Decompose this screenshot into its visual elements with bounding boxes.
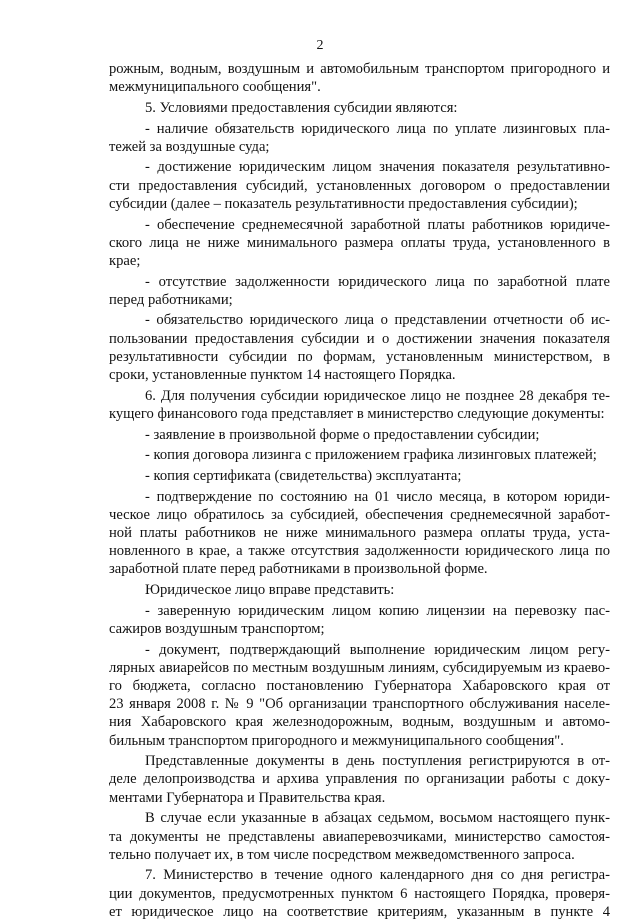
text-line: рожным, водным, воздушным и автомобильным транспортом пригородного и — [109, 61, 610, 77]
text-line: ет юридическое лицо на соответствие критериям, указанным в пункте 4 — [109, 903, 610, 920]
text-line: - обязательство юридического лица о представлении отчетности об ис- — [145, 312, 610, 329]
text-line: новленного в крае, а также отсутствия задолженности юридического лица по — [109, 543, 610, 560]
text-line: ского лица не ниже минимального размера оплаты труда, установленного в — [109, 234, 610, 251]
text-line: - копия договора лизинга с приложением графика лизинговых платежей; — [145, 447, 597, 464]
text-line: сти предоставления субсидий, установленных договором о предоставлении — [109, 177, 610, 194]
text-line: субсидии (далее – показатель результативности предоставления субсидии); — [109, 195, 578, 212]
text-line: перед работниками; — [109, 291, 233, 308]
document-body — [109, 60, 610, 921]
text-line: Представленные документы в день поступления регистрируются в от- — [145, 753, 610, 770]
text-line: деле делопроизводства и архива управления по организации работы с доку- — [109, 771, 610, 788]
text-line: кущего финансового года представляет в министерство следующие документы: — [109, 405, 605, 422]
text-line: крае; — [109, 252, 141, 269]
text-line: - копия сертификата (свидетельства) эксплуатанта; — [145, 467, 462, 484]
text-line: сроки, установленные пунктом 14 настоящего Порядка. — [109, 367, 456, 383]
text-line: бильным транспортом пригородного и межмуниципального сообщения". — [109, 732, 564, 749]
text-line: та документы не представлены авиаперевозчиками, министерство самостоя- — [109, 828, 610, 845]
text-line: заработной плате перед работниками в произвольной форме. — [109, 561, 488, 578]
text-line: - отсутствие задолженности юридического лица по заработной плате — [145, 273, 610, 290]
text-line: лярных авиарейсов по местным воздушным линиям, субсидируемым из краево- — [109, 659, 610, 676]
text-line: - документ, подтверждающий выполнение юридическим лицом регу- — [145, 641, 610, 658]
text-line: - подтверждение по состоянию на 01 число месяца, в котором юриди- — [145, 488, 610, 505]
text-line: пользовании предоставления субсидии и о достижении значения показателя — [109, 330, 610, 347]
text-line: го бюджета, согласно постановлению Губернатора Хабаровского края от — [109, 678, 610, 694]
text-line: ции документов, предусмотренных пунктом 6 настоящего Порядка, проверя- — [109, 885, 610, 902]
text-line: Юридическое лицо вправе представить: — [145, 582, 395, 599]
text-line: результативности субсидии по формам, установленным министерством, в — [109, 348, 610, 365]
text-line: тельно получает их, в том числе посредством межведомственного запроса. — [109, 846, 575, 863]
text-line: ментами Губернатора и Правительства края. — [109, 789, 386, 806]
text-line: 6. Для получения субсидии юридическое лицо не позднее 28 декабря те- — [145, 387, 610, 404]
text-line: - заверенную юридическим лицом копию лицензии на перевозку пас- — [145, 602, 610, 619]
text-line: - достижение юридическим лицом значения показателя результативно- — [145, 159, 610, 176]
text-line: - обеспечение среднемесячной заработной платы работников юридиче- — [145, 216, 610, 233]
text-line: 23 января 2008 г. № 9 "Об организации транспортного обслуживания населе- — [109, 696, 610, 713]
text-line: В случае если указанные в абзацах седьмом, восьмом настоящего пунк- — [145, 810, 610, 827]
text-line: ной платы работников не ниже минимального размера оплаты труда, уста- — [109, 525, 610, 541]
text-line: сажиров воздушным транспортом; — [109, 620, 325, 637]
text-line: тежей за воздушные суда; — [109, 138, 270, 155]
text-line: ческое лицо обратилось за субсидией, обеспечения среднемесячной заработ- — [109, 506, 610, 523]
text-line: межмуниципального сообщения". — [109, 79, 321, 96]
text-line: - наличие обязательств юридического лица по уплате лизинговых пла- — [145, 120, 610, 137]
text-line: 5. Условиями предоставления субсидии являются: — [145, 99, 458, 116]
text-line: 7. Министерство в течение одного календарного дня со дня регистра- — [145, 867, 610, 884]
page-number: 2 — [316, 38, 324, 53]
text-line: - заявление в произвольной форме о предоставлении субсидии; — [145, 426, 540, 443]
text-line: ния Хабаровского края железнодорожным, водным, воздушным и автомо- — [109, 714, 610, 731]
